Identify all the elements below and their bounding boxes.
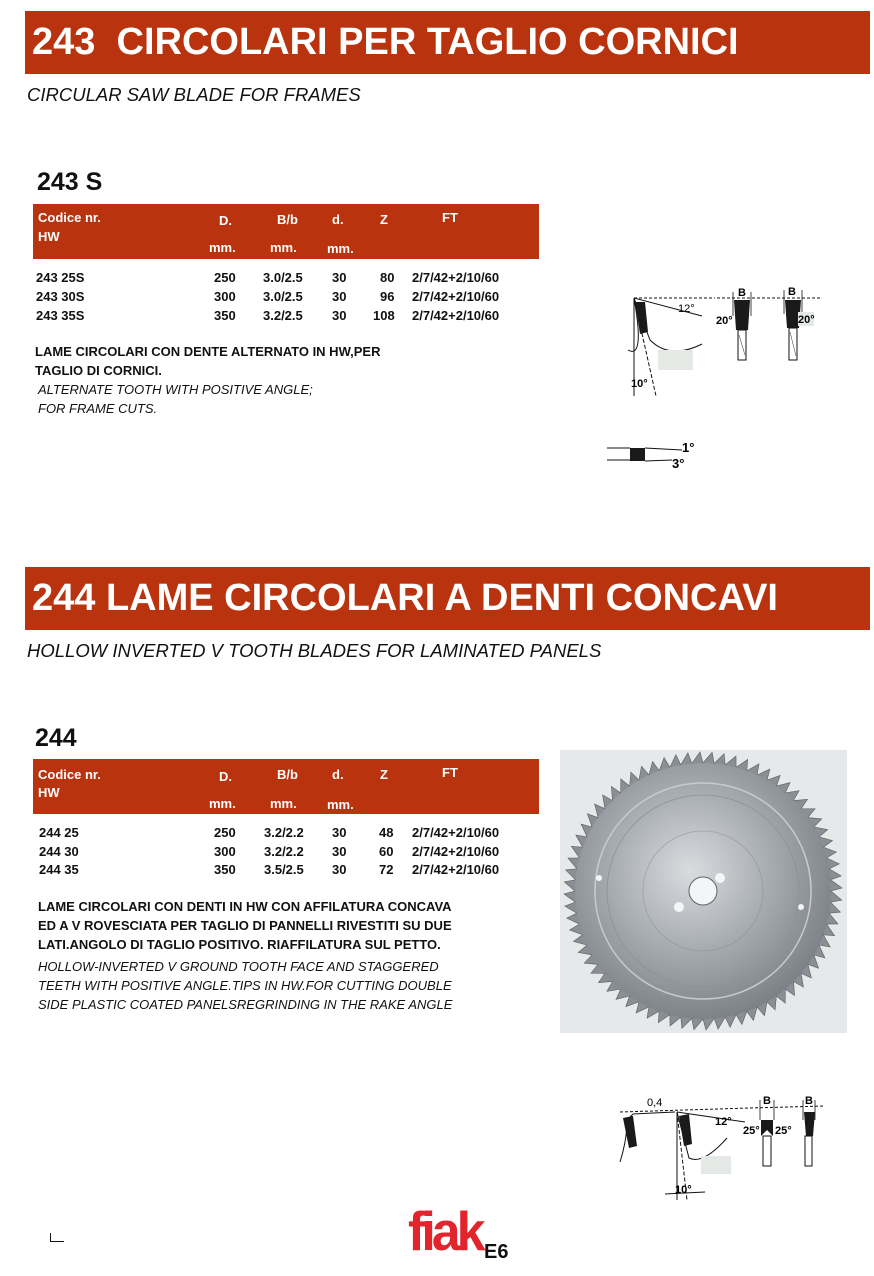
page-number: E6 [484,1241,509,1263]
section-244-subtitle: HOLLOW INVERTED V TOOTH BLADES FOR LAMINATED PANELS [27,640,602,661]
description-line: TAGLIO DI CORNICI. [35,363,162,378]
corner-mark [50,1241,64,1242]
cell-code: 243 30S [36,289,85,304]
cell-bb: 3.2/2.2 [264,844,304,859]
col-bb: B/b [277,767,298,782]
description-it [35,342,380,380]
thickness-label: B [738,287,746,299]
col-unit-dd: mm. [327,797,354,812]
col-unit-d: mm. [209,240,236,255]
tooth-geometry-diagram-243 [590,280,850,480]
cell-z: 108 [373,308,395,323]
cell-ft: 2/7/42+2/10/60 [412,844,500,859]
col-dd: d. [332,767,344,782]
thickness-label: B [805,1095,813,1107]
description-it [38,897,452,954]
table-row [35,844,535,863]
cell-ft: 2/7/42+2/10/60 [412,308,500,323]
cell-dd: 30 [332,308,347,323]
description-line: LAME CIRCOLARI CON DENTI IN HW CON AFFILATURA CONCAVA [38,899,452,914]
cell-bb: 3.2/2.2 [264,825,304,840]
cell-code: 244 30 [39,844,79,859]
angle-label: 25° [775,1125,792,1137]
cell-z: 72 [379,862,394,877]
cell-bb: 3.2/2.5 [263,308,303,323]
col-codice: Codice nr. [38,210,101,225]
brand-logo: fiak [408,1201,482,1263]
section-243-banner [25,11,870,74]
description-line: FOR FRAME CUTS. [38,401,158,416]
col-unit-bb: mm. [270,240,297,255]
section-243-title: 243 CIRCOLARI PER TAGLIO CORNICI [32,21,739,63]
description-line: TEETH WITH POSITIVE ANGLE.TIPS IN HW.FOR CUTTING DOUBLE [38,978,452,993]
col-bb: B/b [277,212,298,227]
cell-dd: 30 [332,862,347,877]
col-unit-d: mm. [209,796,236,811]
col-hw: HW [38,229,60,244]
angle-label: 12° [715,1116,732,1128]
description-line: SIDE PLASTIC COATED PANELSREGRINDING IN THE RAKE ANGLE [38,997,453,1012]
angle-label: 10° [675,1184,692,1196]
table-row [35,289,535,308]
description-line: LAME CIRCOLARI CON DENTE ALTERNATO IN HW,PER [35,344,381,359]
table-row [35,308,535,327]
thickness-label: B [788,286,796,298]
section-243-code: 243 S [37,168,103,196]
tooth-geometry-diagram-244 [615,1090,845,1210]
angle-label: 20° [798,314,815,326]
cell-dd: 30 [332,289,347,304]
description-line: ED A V ROVESCIATA PER TAGLIO DI PANNELLI RIVESTITI SU DUE [38,918,452,933]
description-en [38,957,452,1014]
col-ft: FT [442,210,458,225]
cell-bb: 3.5/2.5 [264,862,304,877]
cell-z: 80 [380,270,395,285]
tooth-side-view-1 [760,1100,774,1166]
angle-label: 25° [743,1125,760,1137]
cell-ft: 2/7/42+2/10/60 [412,825,500,840]
cell-d: 350 [214,862,236,877]
cell-d: 350 [214,308,236,323]
table-243-header [33,204,539,259]
table-row [35,862,535,881]
table-244-header [33,759,539,814]
cell-z: 96 [380,289,395,304]
cell-ft: 2/7/42+2/10/60 [412,270,500,285]
cell-ft: 2/7/42+2/10/60 [412,289,500,304]
cell-d: 250 [214,825,236,840]
cell-z: 60 [379,844,394,859]
tooth-side-view-2 [803,1100,815,1166]
table-row [35,270,535,289]
col-hw: HW [38,785,60,800]
cell-code: 243 35S [36,308,85,323]
col-z: Z [380,767,388,782]
section-244-code: 244 [35,724,77,752]
description-line: HOLLOW-INVERTED V GROUND TOOTH FACE AND STAGGERED [38,959,439,974]
cell-d: 300 [214,289,236,304]
angle-label: 20° [716,315,733,327]
cell-d: 250 [214,270,236,285]
tooth-side-view-1 [733,292,751,360]
description-line: ALTERNATE TOOTH WITH POSITIVE ANGLE; [38,382,313,397]
angle-label: 3° [672,456,685,471]
angle-label: 12° [678,303,695,315]
saw-blade-drawing [560,750,847,1033]
cell-dd: 30 [332,825,347,840]
col-d: D. [219,213,232,228]
cell-code: 244 35 [39,862,79,877]
col-codice: Codice nr. [38,767,101,782]
tooth-top-view [607,448,682,461]
section-244-title: 244 LAME CIRCOLARI A DENTI CONCAVI [32,577,778,619]
angle-label: 0,4 [647,1097,663,1109]
description-line: LATI.ANGOLO DI TAGLIO POSITIVO. RIAFFILATURA SUL PETTO. [38,937,441,952]
angle-label: 10° [631,378,648,390]
col-d: D. [219,769,232,784]
cell-ft: 2/7/42+2/10/60 [412,862,500,877]
table-row [35,825,535,844]
thickness-label: B [763,1095,771,1107]
cell-bb: 3.0/2.5 [263,270,303,285]
col-unit-dd: mm. [327,241,354,256]
cell-dd: 30 [332,270,347,285]
cell-d: 300 [214,844,236,859]
angle-label: 1° [682,440,695,455]
cell-code: 244 25 [39,825,79,840]
saw-blade-image [560,750,847,1033]
col-z: Z [380,212,388,227]
col-dd: d. [332,212,344,227]
cell-code: 243 25S [36,270,85,285]
cell-bb: 3.0/2.5 [263,289,303,304]
col-unit-bb: mm. [270,796,297,811]
section-243-subtitle: CIRCULAR SAW BLADE FOR FRAMES [27,84,361,105]
cell-z: 48 [379,825,394,840]
col-ft: FT [442,765,458,780]
cell-dd: 30 [332,844,347,859]
description-en [38,380,313,418]
section-244-banner [25,567,870,630]
